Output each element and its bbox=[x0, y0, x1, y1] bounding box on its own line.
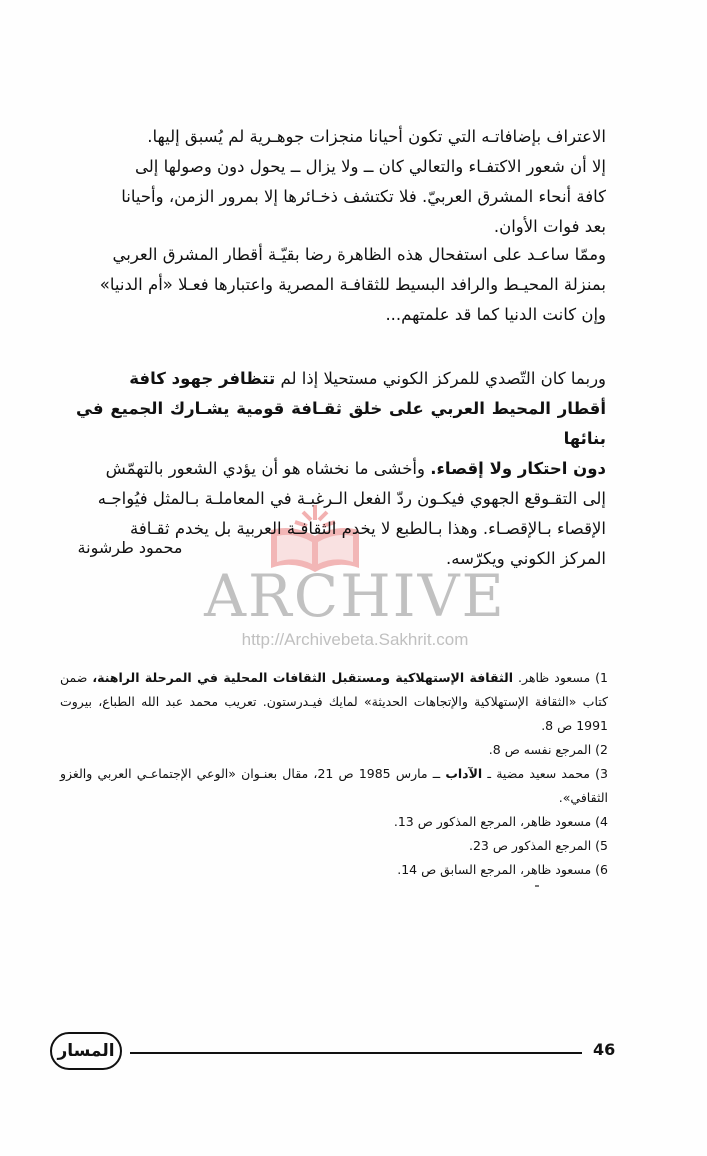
bold-text-span: تتظافر جهود كافة bbox=[129, 369, 276, 388]
text-line: كافة أنحاء المشرق العربيّ. فلا تكتشف ذخـائرها إلا بمرور الزمن، وأحيانا bbox=[121, 187, 606, 206]
magazine-logo: المسار bbox=[50, 1032, 122, 1070]
bold-text-span: دون احتكار ولا إقصاء. bbox=[430, 459, 606, 478]
text-span: وأخشى ما نخشاه هو أن يؤدي الشعور بالتهمّش bbox=[105, 459, 431, 478]
footnote-1 bbox=[60, 666, 608, 738]
watermark-url: http://Archivebeta.Sakhrit.com bbox=[241, 630, 469, 649]
text-line: بعد فوات الأوان. bbox=[493, 217, 606, 236]
text-line: الاعتراف بإضافاتـه التي تكون أحيانا منجزات جوهـرية لم يُسبق إليها. bbox=[147, 127, 606, 146]
footnote-text: 1) مسعود ظاهر. bbox=[513, 670, 608, 685]
footnote-title: الآداب bbox=[445, 766, 483, 781]
author-signature: محمود طرشونة bbox=[77, 538, 183, 557]
text-line: إلا أن شعور الاكتفـاء والتعالي كان ــ ولا يزال ــ يحول دون وصولها إلى bbox=[135, 157, 606, 176]
footnote-5: 5) المرجع المذكور ص 23. bbox=[468, 838, 608, 853]
footnote-text: 3) محمد سعيد مضية ـ bbox=[482, 766, 608, 781]
footnote-4: 4) مسعود ظاهر، المرجع المذكور ص 13. bbox=[393, 814, 608, 829]
text-line bbox=[76, 364, 606, 394]
footnote-2: 2) المرجع نفسه ص 8. bbox=[488, 742, 608, 757]
footnote-title: الثقافة الإستهلاكية ومستقبل الثقافات المحلية في المرحلة الراهنة، bbox=[92, 670, 514, 685]
footnote-text: ــ مارس 1985 ص 21، مقال بعنـوان «الوعي الإجتماعـي العربي والغزو الثقافي». bbox=[60, 766, 608, 805]
print-speck bbox=[535, 885, 539, 887]
text-line: إلى التقـوقع الجهوي فيكـون ردّ الفعل الـرغبـة في المعاملـة بـالمثل فيُواجـه bbox=[97, 489, 606, 508]
footnote-3 bbox=[60, 762, 608, 810]
watermark-text: ARCHIVE bbox=[204, 562, 506, 630]
text-line: وإن كانت الدنيا كما قد علمتهم... bbox=[385, 305, 606, 324]
paragraph-1 bbox=[76, 122, 606, 242]
footnotes bbox=[60, 666, 608, 882]
text-line: الإقصاء بـالإقصـاء. وهذا بـالطبع لا يخدم الثقافـة العربية بل يخدم ثقـافة bbox=[130, 519, 606, 538]
text-line: أقطار المحيط العربي على خلق ثقـافة قومية يشـارك الجميع في بنائها bbox=[76, 399, 606, 448]
text-line: وممّا ساعـد على استفحال هذه الظاهرة رضا بقيّـة أقطار المشرق العربي bbox=[112, 245, 606, 264]
page-number: 46 bbox=[593, 1040, 616, 1059]
text-line bbox=[76, 454, 606, 484]
paragraph-2 bbox=[76, 240, 606, 330]
text-span: وربما كان التّصدي للمركز الكوني مستحيلا إذا لم bbox=[275, 369, 606, 388]
footnote-6: 6) مسعود ظاهر، المرجع السابق ص 14. bbox=[397, 862, 608, 877]
text-line: المركز الكوني ويكرّسه. bbox=[446, 549, 606, 568]
text-line: بمنزلة المحيـط والرافد البسيط للثقافـة المصرية واعتبارها فعـلا «أم الدنيا» bbox=[99, 275, 606, 294]
footer-rule bbox=[130, 1052, 582, 1054]
footnote-text: ضمن كتاب «الثقافة الإستهلاكية والإتجاهات الحديثة» لمايك فيـدرستون. تعريب محمد عبد الله الطباع، بيروت 1991 ص 8. bbox=[60, 670, 608, 733]
